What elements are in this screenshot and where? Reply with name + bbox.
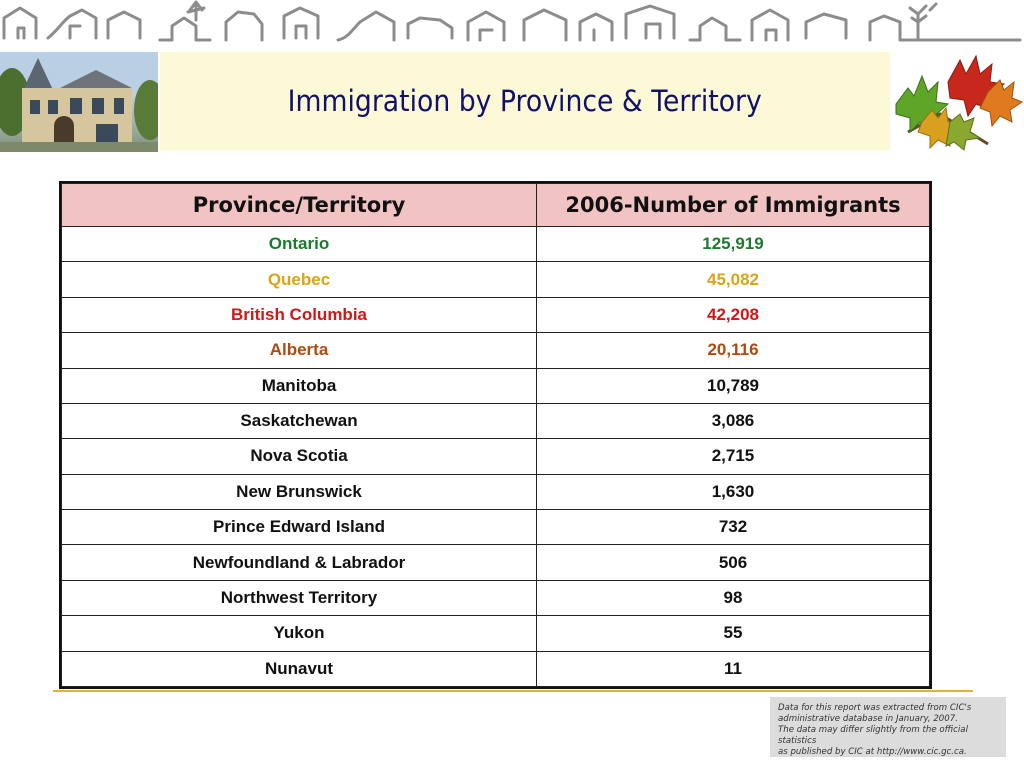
maple-leaves-icon: [888, 52, 1024, 156]
province-cell: Quebec: [62, 262, 537, 297]
table-row: [62, 333, 930, 368]
title-banner: [160, 52, 890, 150]
province-cell: Saskatchewan: [62, 403, 537, 438]
houses-sketch-banner: [0, 0, 1024, 48]
table-row: [62, 616, 930, 651]
province-cell: Ontario: [62, 227, 537, 262]
column-header-province: Province/Territory: [62, 184, 537, 227]
table-row: [62, 368, 930, 403]
province-cell: Nova Scotia: [62, 439, 537, 474]
immigrants-cell: 98: [537, 580, 930, 615]
immigrants-cell: 3,086: [537, 403, 930, 438]
immigrants-cell: 10,789: [537, 368, 930, 403]
immigrants-cell: 11: [537, 651, 930, 687]
province-cell: Prince Edward Island: [62, 510, 537, 545]
divider-rule: [53, 690, 973, 692]
table-row: [62, 227, 930, 262]
immigrants-cell: 1,630: [537, 474, 930, 509]
column-header-immigrants: 2006-Number of Immigrants: [537, 184, 930, 227]
province-cell: Manitoba: [62, 368, 537, 403]
province-cell: Northwest Territory: [62, 580, 537, 615]
slide-title: Immigration by Province & Territory: [287, 84, 763, 118]
province-cell: Nunavut: [62, 651, 537, 687]
immigrants-cell: 55: [537, 616, 930, 651]
immigrants-cell: 2,715: [537, 439, 930, 474]
source-note-line: as published by CIC at http://www.cic.gc.ca.: [778, 747, 967, 757]
immigrants-cell: 20,116: [537, 333, 930, 368]
table-row: [62, 474, 930, 509]
province-cell: Yukon: [62, 616, 537, 651]
table-row: [62, 651, 930, 687]
source-note-line: Data for this report was extracted from CIC's: [778, 703, 972, 713]
table-row: [62, 262, 930, 297]
source-note-line: The data may differ slightly from the official statistics: [778, 725, 968, 746]
province-cell: New Brunswick: [62, 474, 537, 509]
table-row: [62, 545, 930, 580]
immigrants-cell: 125,919: [537, 227, 930, 262]
table-row: [62, 580, 930, 615]
table-row: [62, 439, 930, 474]
province-cell: British Columbia: [62, 297, 537, 332]
province-cell: Newfoundland & Labrador: [62, 545, 537, 580]
source-note: [770, 697, 1006, 757]
table-row: [62, 510, 930, 545]
source-note-line: administrative database in January, 2007.: [778, 714, 958, 724]
immigrants-cell: 42,208: [537, 297, 930, 332]
immigrants-cell: 45,082: [537, 262, 930, 297]
immigrants-cell: 732: [537, 510, 930, 545]
building-photo: [0, 52, 158, 152]
immigration-table: [59, 181, 932, 689]
table-header-row: [62, 184, 930, 227]
immigrants-cell: 506: [537, 545, 930, 580]
table-row: [62, 297, 930, 332]
province-cell: Alberta: [62, 333, 537, 368]
table-row: [62, 403, 930, 438]
